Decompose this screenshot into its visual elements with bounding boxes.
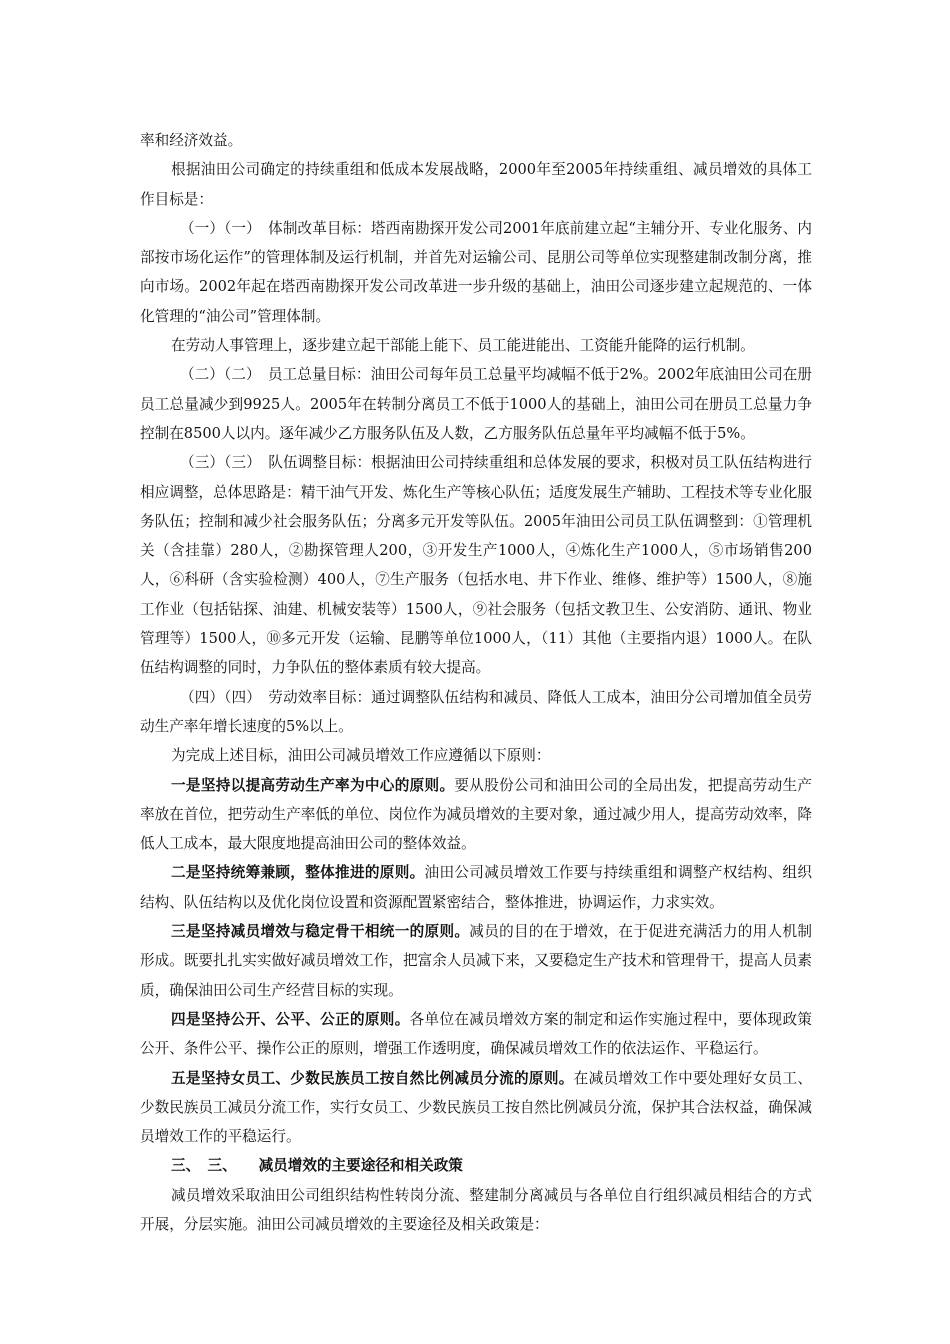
principle-paragraph <box>140 1064 812 1152</box>
document-page <box>140 126 812 1239</box>
paragraph: 减员增效采取油田公司组织结构性转岗分流、整建制分离减员与各单位自行组织减员相结合的方式开展，分层实施。油田公司减员增效的主要途径及相关政策是： <box>140 1186 812 1233</box>
paragraph: （一）（一） 体制改革目标：塔西南勘探开发公司2001年底前建立起“主辅分开、专业化服务、内部按市场化运作”的管理体制及运行机制，并首先对运输公司、昆朋公司等单位实现整建制改制分离，推向市场。2002年起在塔西南勘探开发公司改革进一步升级的基础上，油田公司逐步建立起规范的、一体化管理的“油公司”管理体制。 <box>140 219 812 325</box>
principle-heading: 一是坚持以提高劳动生产率为中心的原则。 <box>171 776 455 794</box>
paragraph: （四）（四） 劳动效率目标：通过调整队伍结构和减员、降低人工成本，油田分公司增加值全员劳动生产率年增长速度的5%以上。 <box>140 688 812 735</box>
paragraph: 根据油田公司确定的持续重组和低成本发展战略，2000年至2005年持续重组、减员增效的具体工作目标是： <box>140 161 812 208</box>
principle-heading: 四是坚持公开、公平、公正的原则。 <box>171 1010 410 1028</box>
paragraph: 为完成上述目标，油田公司减员增效工作应遵循以下原则： <box>171 747 551 765</box>
principle-heading: 二是坚持统筹兼顾，整体推进的原则。 <box>171 864 425 882</box>
principle-paragraph <box>140 917 812 1005</box>
paragraph: 在劳动人事管理上，逐步建立起干部能上能下、员工能进能出、工资能升能降的运行机制。 <box>171 337 755 355</box>
principle-paragraph <box>140 858 812 917</box>
paragraph: （二）（二） 员工总量目标：油田公司每年员工总量平均减幅不低于2%。2002年底油田公司在册员工总量减少到9925人。2005年在转制分离员工不低于1000人的基础上，油田公司在册员工总量力争控制在8500人以内。逐年减少乙方服务队伍及人数，乙方服务队伍总量年平均减幅不低于5%。 <box>140 366 812 442</box>
principle-text: 要从股份公司和油田公司的全局出发，把提高劳动生产率放在首位，把劳动生产率低的单位、岗位作为减员增效的主要对象，通过减少用人，提高劳动效率，降低人工成本，最大限度地提高油田公司的整体效益。 <box>140 776 812 853</box>
principle-heading: 五是坚持女员工、少数民族员工按自然比例减员分流的原则。 <box>171 1069 574 1087</box>
principle-text: 各单位在减员增效方案的制定和运作实施过程中，要体现政策公开、条件公平、操作公正的原则，增强工作透明度，确保减员增效工作的依法运作、平稳运行。 <box>140 1010 812 1058</box>
principle-text: 在减员增效工作中要处理好女员工、少数民族员工减员分流工作，实行女员工、少数民族员工按自然比例减员分流，保护其合法权益，确保减员增效工作的平稳运行。 <box>140 1069 812 1146</box>
principle-paragraph <box>140 771 812 859</box>
section-title: 减员增效的主要途径和相关政策 <box>258 1157 463 1175</box>
principle-text: 油田公司减员增效工作要与持续重组和调整产权结构、组织结构、队伍结构以及优化岗位设置和资源配置紧密结合，整体推进，协调运作，力求实效。 <box>140 864 812 911</box>
principle-heading: 三是坚持减员增效与稳定骨干相统一的原则。 <box>171 923 470 941</box>
paragraph: （三）（三） 队伍调整目标：根据油田公司持续重组和总体发展的要求，积极对员工队伍结构进行相应调整，总体思路是：精干油气开发、炼化生产等核心队伍；适度发展生产辅助、工程技术等专业化服务队伍；控制和减少社会服务队伍；分离多元开发等队伍。2005年油田公司员工队伍调整到：①管理机关（含挂靠）280人，②勘探管理人200，③开发生产1000人，④炼化生产1000人，⑤市场销售200人，⑥科研（含实验检测）400人，⑦生产服务（包括水电、井下作业、维修、维护等）1500人，⑧施工作业（包括钻探、油建、机械安装等）1500人，⑨社会服务（包括文教卫生、公安消防、通讯、物业管理等）1500人，⑩多元开发（运输、昆鹏等单位1000人，（11）其他（主要指内退）1000人。在队伍结构调整的同时，力争队伍的整体素质有较大提高。 <box>140 454 812 677</box>
principle-paragraph <box>140 1005 812 1064</box>
section-heading <box>140 1151 812 1180</box>
principle-text: 减员的目的在于增效，在于促进充满活力的用人机制形成。既要扎扎实实做好减员增效工作，把富余人员减下来，又要稳定生产技术和管理骨干，提高人员素质，确保油田公司生产经营目标的实现。 <box>140 923 812 999</box>
section-number: 三、 三、 <box>171 1157 230 1175</box>
paragraph: 率和经济效益。 <box>140 132 243 149</box>
